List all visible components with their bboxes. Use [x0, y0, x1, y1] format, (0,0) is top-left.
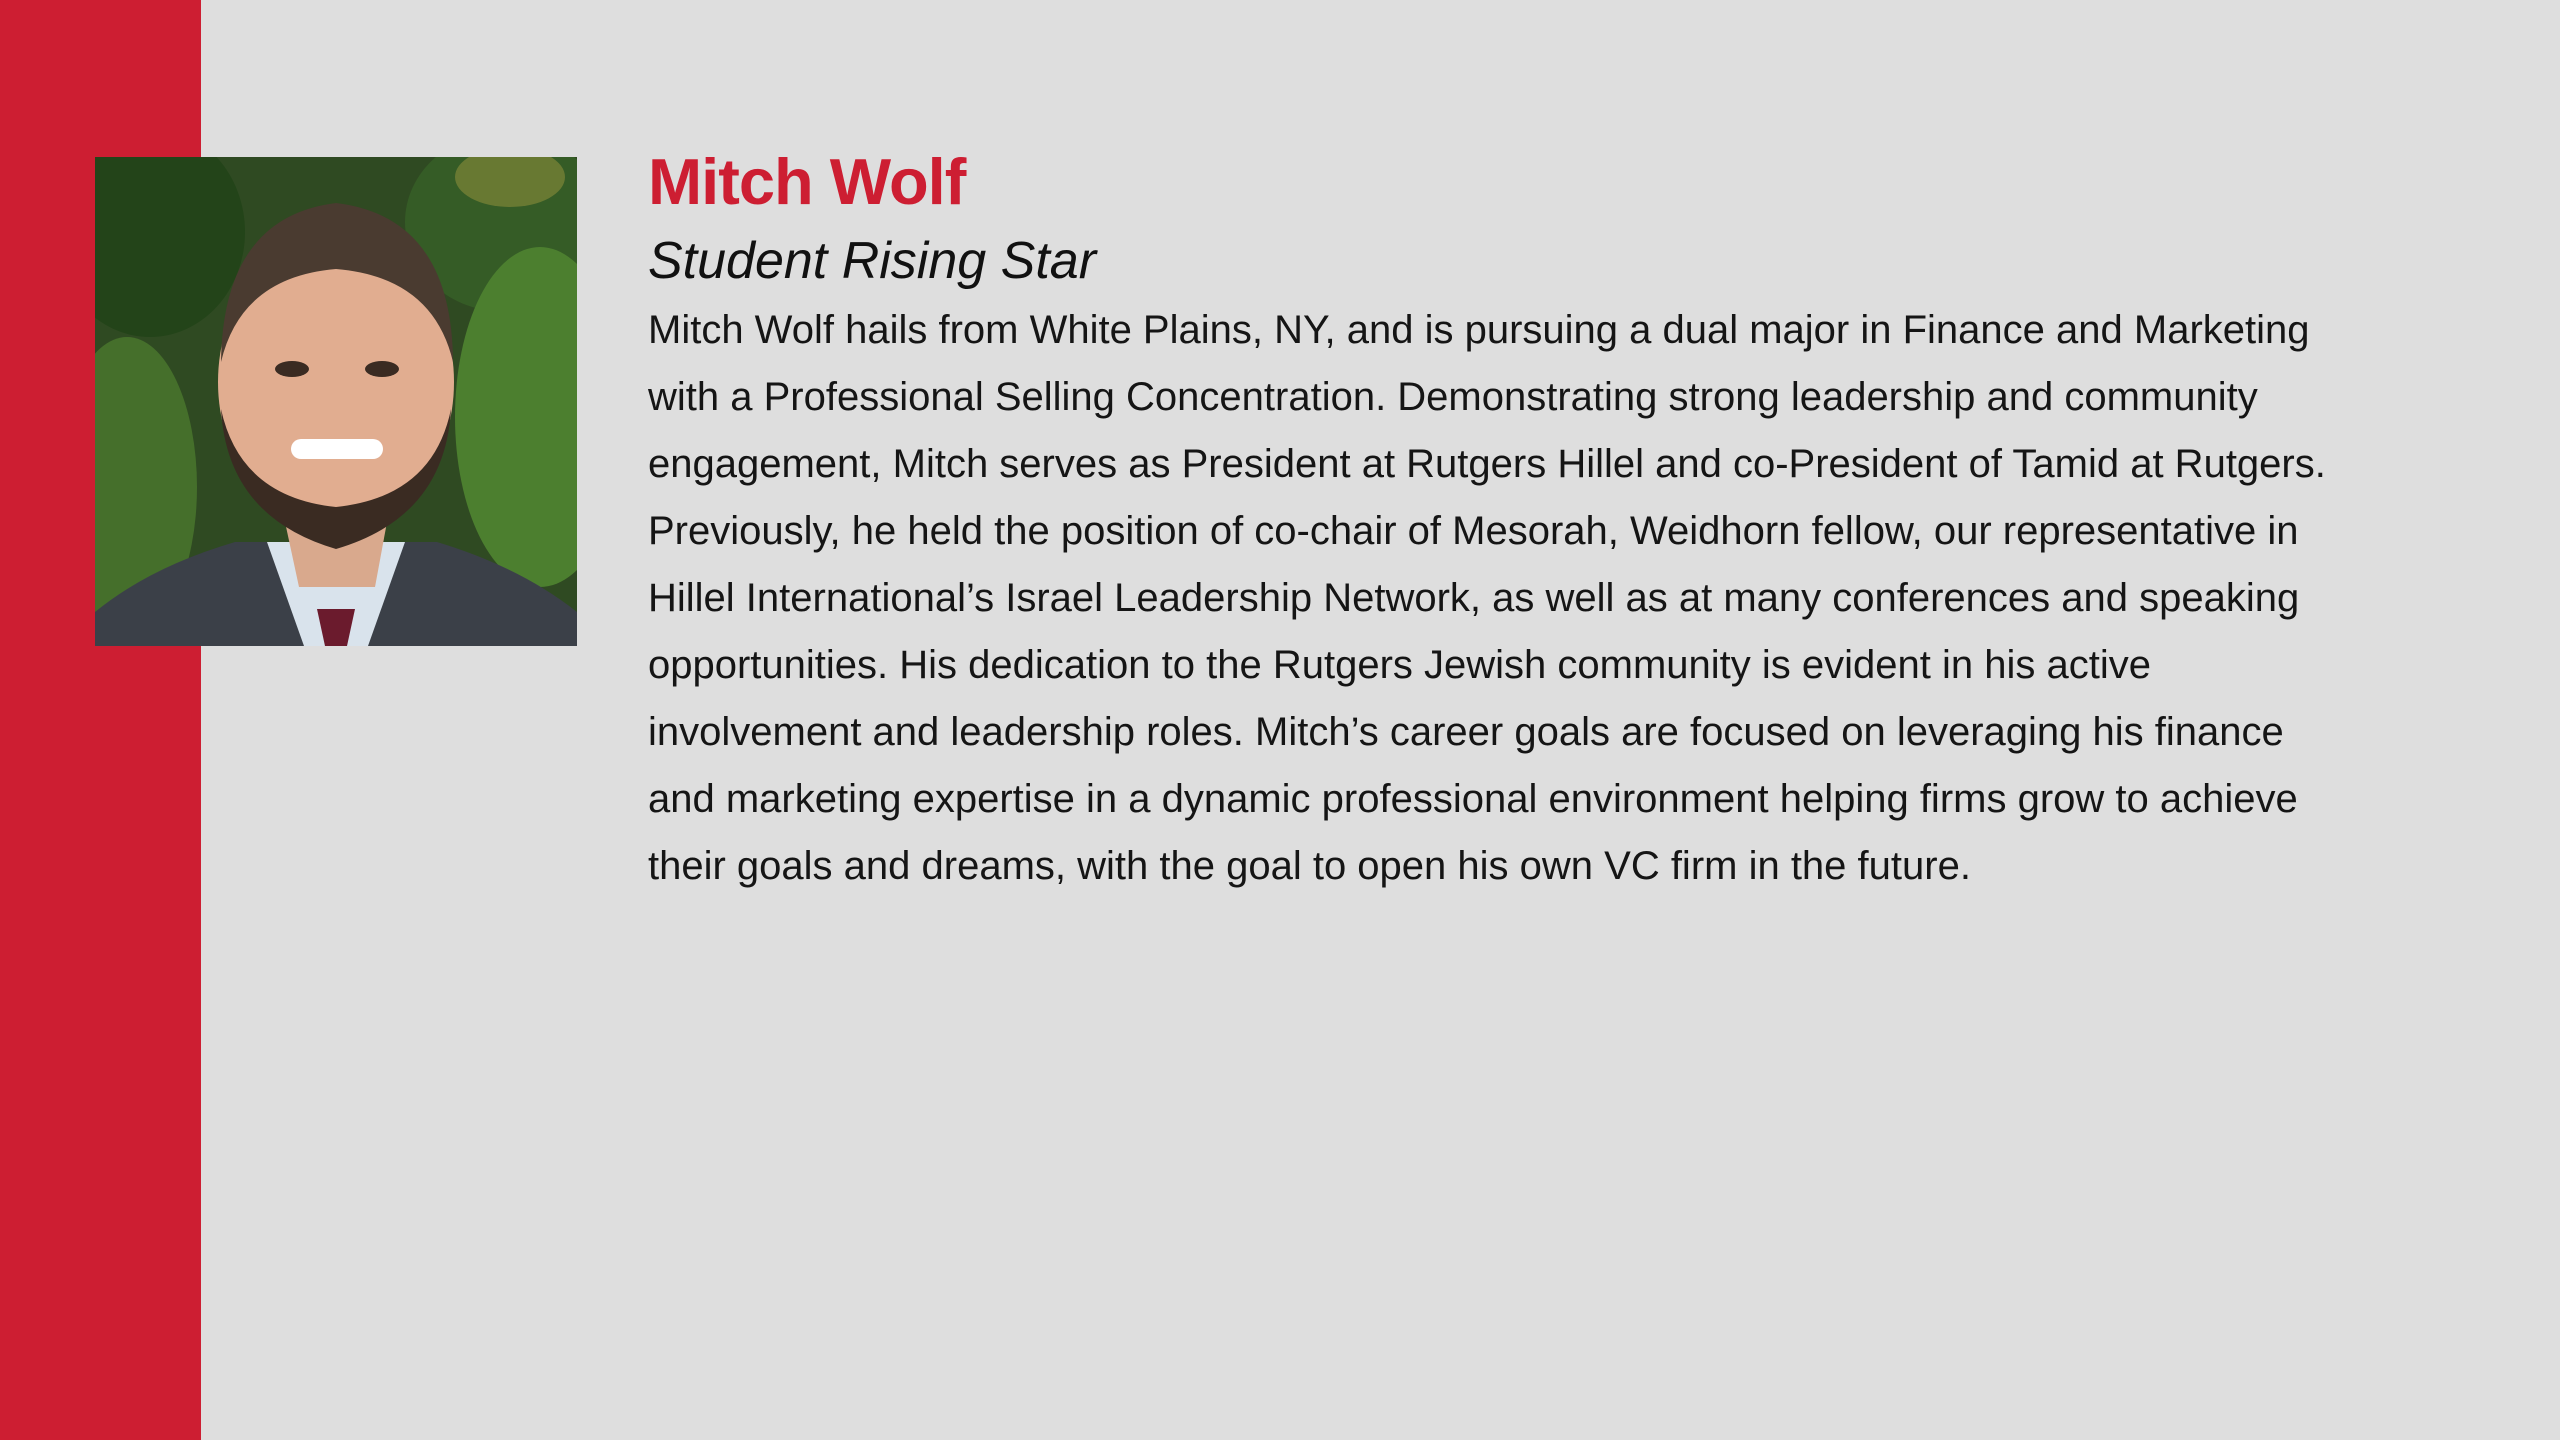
profile-photo	[95, 157, 577, 646]
person-name: Mitch Wolf	[648, 145, 966, 218]
biography-text: Mitch Wolf hails from White Plains, NY, and is pursuing a dual major in Finance and Marketing with a Professional Selling Concentration. Demonstrating strong leadership and community engagement, Mitch serves as President at Rutgers Hillel and co-President of Tamid at Rutgers. Previously, he held the position of co-chair of Mesorah, Weidhorn fellow, our representative in Hillel International’s Israel Leadership Network, as well as at many conferences and speaking opportunities. His dedication to the Rutgers Jewish community is evident in his active involvement and leadership roles. Mitch’s career goals are focused on leveraging his finance and marketing expertise in a dynamic professional environment helping firms grow to achieve their goals and dreams, with the goal to open his own VC firm in the future.	[648, 308, 2326, 888]
profile-content	[648, 143, 2348, 900]
award-title: Student Rising Star	[648, 232, 1097, 290]
